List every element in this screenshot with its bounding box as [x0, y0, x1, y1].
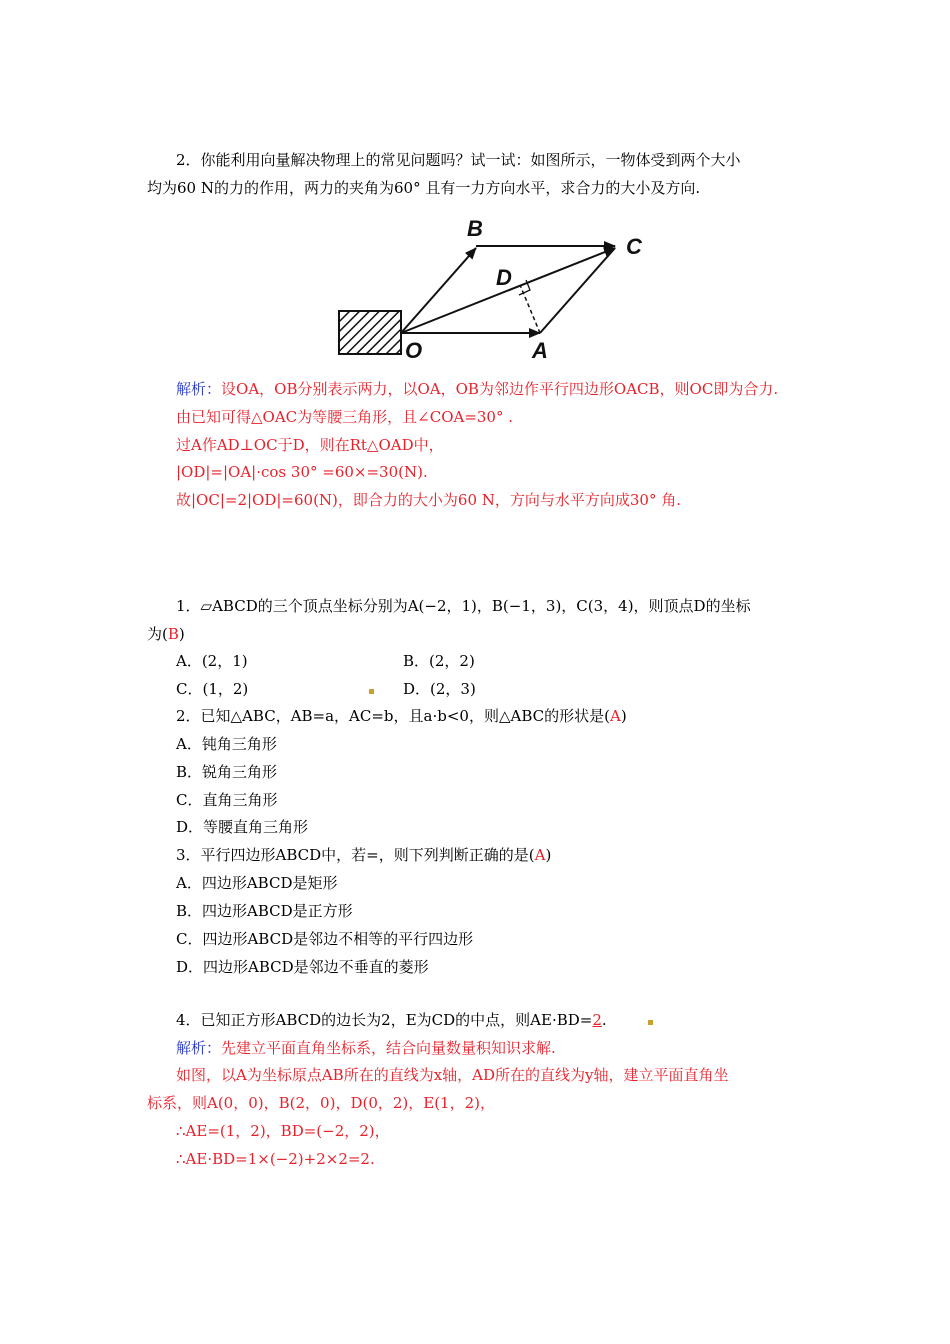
- solution-text: 先建立平面直角坐标系，结合向量数量积知识求解.: [221, 1039, 556, 1057]
- exercise-3-answer: A: [534, 846, 546, 864]
- exercise-3-option-c: C．四边形ABCD是邻边不相等的平行四边形: [176, 930, 474, 948]
- exercise-4-solution-line-3: 标系，则A(0，0)，B(2，0)，D(0，2)，E(1，2)，: [147, 1094, 495, 1112]
- solution-2-line-1: [176, 379, 778, 399]
- exercise-1-stem-end: 为(: [147, 625, 168, 643]
- exercise-4-stem-text: 4．已知正方形ABCD的边长为2，E为CD的中点，则AE·BD=: [176, 1011, 593, 1029]
- exercise-3-stem-text: 3．平行四边形ABCD中，若=，则下列判断正确的是(: [176, 846, 535, 864]
- segment-AC: [540, 248, 615, 333]
- exercise-2-option-d: D．等腰直角三角形: [176, 818, 309, 836]
- exercise-2-option-a: A．钝角三角形: [176, 735, 277, 753]
- label-D: D: [496, 265, 512, 290]
- solution-2-line-5: 故|OC|=2|OD|=60(N)，即合力的大小为60 N，方向与水平方向成30° 角.: [176, 491, 682, 509]
- exercise-1-close: ): [178, 625, 185, 643]
- solution-2-line-3: 过A作AD⊥OC于D，则在Rt△OAD中，: [176, 436, 444, 454]
- exercise-2-answer: A: [609, 707, 621, 725]
- exercise-1-option-d: D．(2，3): [403, 680, 476, 698]
- exercise-1-stem-line-1: 1．▱ABCD的三个顶点坐标分别为A(−2，1)，B(−1，3)，C(3，4)，则顶点D的坐标: [176, 597, 751, 615]
- exercise-3-close: ): [545, 846, 552, 864]
- exercise-4-solution-line-5: ∴AE·BD=1×(−2)+2×2=2.: [176, 1150, 375, 1168]
- problem-2-line-1: 2．你能利用向量解决物理上的常见问题吗？试一试：如图所示，一物体受到两个大小: [176, 151, 741, 169]
- exercise-2-close: ): [620, 707, 627, 725]
- vector-OB: [401, 248, 476, 333]
- exercise-4-answer: 2: [592, 1011, 602, 1029]
- marker-dot: [648, 1020, 653, 1025]
- exercise-4-solution-line-2: 如图，以A为坐标原点AB所在的直线为x轴，AD所在的直线为y轴，建立平面直角坐: [176, 1066, 729, 1084]
- vector-OC: [401, 248, 615, 333]
- exercise-1-stem-line-2: [147, 624, 185, 644]
- solution-2-line-2: 由已知可得△OAC为等腰三角形，且∠COA=30° .: [176, 408, 514, 426]
- segment-AD: [520, 285, 540, 333]
- exercise-1-option-c: C．(1，2): [176, 680, 249, 698]
- label-C: C: [626, 234, 642, 259]
- exercise-3-stem: [176, 845, 551, 865]
- solution-label: 解析：: [176, 1039, 222, 1057]
- solution-text: 设OA，OB分别表示两力，以OA，OB为邻边作平行四边形OACB，则OC即为合力.: [221, 380, 779, 398]
- exercise-2-option-b: B．锐角三角形: [176, 763, 278, 781]
- label-B: B: [467, 216, 483, 241]
- exercise-2-option-c: C．直角三角形: [176, 791, 278, 809]
- exercise-3-option-a: A．四边形ABCD是矩形: [176, 874, 338, 892]
- exercise-4-end: .: [601, 1011, 607, 1029]
- solution-2-line-4: |OD|=|OA|·cos 30° =60×=30(N).: [176, 463, 428, 481]
- problem-2-line-2: 均为60 N的力的作用，两力的夹角为60° 且有一力方向水平，求合力的大小及方向.: [147, 179, 701, 197]
- marker-dot: [369, 689, 374, 694]
- exercise-4-stem: [176, 1010, 607, 1030]
- exercise-2-stem: [176, 706, 627, 726]
- solution-label: 解析：: [176, 380, 222, 398]
- force-parallelogram-figure: [333, 208, 648, 368]
- exercise-2-stem-text: 2．已知△ABC，AB=a，AC=b，且a·b<0，则△ABC的形状是(: [176, 707, 610, 725]
- exercise-3-option-d: D．四边形ABCD是邻边不垂直的菱形: [176, 958, 429, 976]
- exercise-1-option-a: A．(2，1): [176, 652, 248, 670]
- object-block: [339, 311, 401, 354]
- label-A: A: [532, 338, 548, 363]
- exercise-1-answer: B: [167, 625, 179, 643]
- exercise-4-solution-line-4: ∴AE=(1，2)，BD=(−2，2)，: [176, 1122, 390, 1140]
- exercise-4-solution-line-1: [176, 1038, 556, 1058]
- exercise-1-option-b: B．(2，2): [403, 652, 475, 670]
- label-O: O: [405, 338, 423, 363]
- exercise-3-option-b: B．四边形ABCD是正方形: [176, 902, 353, 920]
